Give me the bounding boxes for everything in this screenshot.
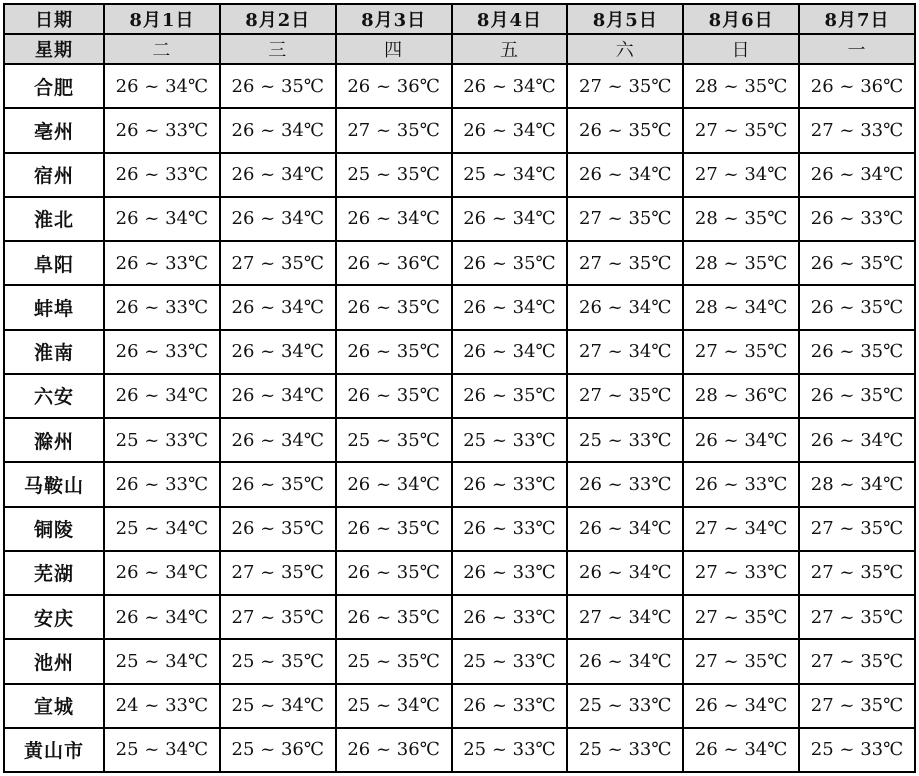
temperature-cell: 25 ~ 33℃ xyxy=(799,728,915,772)
temperature-cell: 27 ~ 35℃ xyxy=(799,507,915,551)
temperature-cell: 25 ~ 35℃ xyxy=(336,153,452,197)
date-cell: 8月3日 xyxy=(336,4,452,34)
temperature-cell: 25 ~ 34℃ xyxy=(452,153,568,197)
temperature-cell: 25 ~ 34℃ xyxy=(220,684,336,728)
temperature-cell: 26 ~ 34℃ xyxy=(336,197,452,241)
temperature-cell: 27 ~ 33℃ xyxy=(799,108,915,152)
temperature-cell: 25 ~ 34℃ xyxy=(104,639,220,683)
temperature-cell: 26 ~ 34℃ xyxy=(567,507,683,551)
temperature-cell: 28 ~ 36℃ xyxy=(683,374,799,418)
temperature-cell: 26 ~ 34℃ xyxy=(683,728,799,772)
temperature-cell: 26 ~ 34℃ xyxy=(220,374,336,418)
temperature-cell: 26 ~ 33℃ xyxy=(452,684,568,728)
temperature-cell: 25 ~ 33℃ xyxy=(104,418,220,462)
temperature-cell: 26 ~ 33℃ xyxy=(683,462,799,506)
city-name-cell: 宿州 xyxy=(4,153,104,197)
city-name-cell: 蚌埠 xyxy=(4,285,104,329)
temperature-cell: 26 ~ 33℃ xyxy=(104,330,220,374)
temperature-cell: 28 ~ 34℃ xyxy=(799,462,915,506)
city-name-cell: 滁州 xyxy=(4,418,104,462)
temperature-cell: 26 ~ 35℃ xyxy=(567,108,683,152)
temperature-cell: 26 ~ 36℃ xyxy=(336,64,452,108)
date-cell: 8月4日 xyxy=(452,4,568,34)
city-name-cell: 亳州 xyxy=(4,108,104,152)
weekday-header-row xyxy=(4,34,915,64)
temperature-cell: 27 ~ 35℃ xyxy=(220,241,336,285)
temperature-cell: 26 ~ 33℃ xyxy=(452,507,568,551)
date-cell: 8月1日 xyxy=(104,4,220,34)
temperature-cell: 26 ~ 35℃ xyxy=(799,374,915,418)
temperature-cell: 26 ~ 34℃ xyxy=(567,153,683,197)
temperature-cell: 26 ~ 34℃ xyxy=(799,153,915,197)
temperature-cell: 25 ~ 36℃ xyxy=(220,728,336,772)
temperature-cell: 26 ~ 33℃ xyxy=(799,197,915,241)
weekday-cell: 六 xyxy=(567,34,683,64)
temperature-cell: 26 ~ 36℃ xyxy=(799,64,915,108)
temperature-cell: 27 ~ 35℃ xyxy=(683,108,799,152)
temperature-cell: 27 ~ 35℃ xyxy=(220,595,336,639)
weekday-cell: 五 xyxy=(452,34,568,64)
temperature-cell: 25 ~ 33℃ xyxy=(567,728,683,772)
temperature-cell: 27 ~ 34℃ xyxy=(683,507,799,551)
temperature-cell: 27 ~ 34℃ xyxy=(567,330,683,374)
temperature-cell: 26 ~ 34℃ xyxy=(683,418,799,462)
temperature-cell: 26 ~ 33℃ xyxy=(452,595,568,639)
temperature-cell: 26 ~ 35℃ xyxy=(336,330,452,374)
temperature-cell: 27 ~ 35℃ xyxy=(799,551,915,595)
temperature-cell: 27 ~ 33℃ xyxy=(683,551,799,595)
temperature-cell: 26 ~ 33℃ xyxy=(104,285,220,329)
city-name-cell: 宣城 xyxy=(4,684,104,728)
temperature-cell: 26 ~ 34℃ xyxy=(336,462,452,506)
temperature-cell: 24 ~ 33℃ xyxy=(104,684,220,728)
temperature-cell: 26 ~ 36℃ xyxy=(336,241,452,285)
temperature-cell: 26 ~ 35℃ xyxy=(799,241,915,285)
temperature-cell: 26 ~ 34℃ xyxy=(452,108,568,152)
temperature-cell: 26 ~ 36℃ xyxy=(336,728,452,772)
weekday-label-cell: 星期 xyxy=(4,34,104,64)
temperature-cell: 27 ~ 35℃ xyxy=(799,639,915,683)
temperature-cell: 26 ~ 34℃ xyxy=(220,153,336,197)
temperature-cell: 27 ~ 35℃ xyxy=(567,64,683,108)
date-header-row xyxy=(4,4,915,34)
table-row xyxy=(4,418,915,462)
weekday-cell: 三 xyxy=(220,34,336,64)
temperature-cell: 25 ~ 33℃ xyxy=(567,418,683,462)
temperature-cell: 28 ~ 34℃ xyxy=(683,285,799,329)
temperature-cell: 26 ~ 35℃ xyxy=(220,507,336,551)
temperature-cell: 28 ~ 35℃ xyxy=(683,197,799,241)
temperature-cell: 26 ~ 35℃ xyxy=(336,595,452,639)
table-row xyxy=(4,551,915,595)
table-row xyxy=(4,639,915,683)
temperature-cell: 26 ~ 35℃ xyxy=(452,374,568,418)
forecast-table xyxy=(3,3,916,773)
temperature-cell: 27 ~ 35℃ xyxy=(567,374,683,418)
forecast-body xyxy=(4,64,915,772)
temperature-cell: 27 ~ 35℃ xyxy=(683,595,799,639)
temperature-cell: 26 ~ 34℃ xyxy=(220,285,336,329)
table-row xyxy=(4,374,915,418)
temperature-cell: 26 ~ 34℃ xyxy=(799,418,915,462)
temperature-cell: 25 ~ 34℃ xyxy=(104,507,220,551)
weekday-cell: 二 xyxy=(104,34,220,64)
table-row xyxy=(4,728,915,772)
temperature-cell: 26 ~ 35℃ xyxy=(336,551,452,595)
temperature-cell: 26 ~ 35℃ xyxy=(336,374,452,418)
weekday-cell: 四 xyxy=(336,34,452,64)
temperature-cell: 26 ~ 33℃ xyxy=(452,462,568,506)
temperature-cell: 27 ~ 35℃ xyxy=(799,595,915,639)
city-name-cell: 安庆 xyxy=(4,595,104,639)
temperature-cell: 26 ~ 34℃ xyxy=(220,330,336,374)
temperature-cell: 26 ~ 33℃ xyxy=(104,108,220,152)
temperature-cell: 26 ~ 34℃ xyxy=(220,108,336,152)
temperature-cell: 26 ~ 35℃ xyxy=(799,285,915,329)
temperature-cell: 26 ~ 34℃ xyxy=(452,330,568,374)
temperature-cell: 28 ~ 35℃ xyxy=(683,241,799,285)
table-row xyxy=(4,241,915,285)
temperature-cell: 26 ~ 34℃ xyxy=(104,551,220,595)
temperature-cell: 26 ~ 33℃ xyxy=(452,551,568,595)
city-name-cell: 合肥 xyxy=(4,64,104,108)
temperature-cell: 26 ~ 34℃ xyxy=(683,684,799,728)
date-cell: 8月6日 xyxy=(683,4,799,34)
temperature-cell: 26 ~ 33℃ xyxy=(104,153,220,197)
city-name-cell: 马鞍山 xyxy=(4,462,104,506)
table-row xyxy=(4,507,915,551)
temperature-cell: 26 ~ 34℃ xyxy=(104,64,220,108)
temperature-cell: 26 ~ 34℃ xyxy=(220,197,336,241)
temperature-cell: 27 ~ 35℃ xyxy=(567,197,683,241)
temperature-cell: 27 ~ 35℃ xyxy=(799,684,915,728)
temperature-cell: 26 ~ 35℃ xyxy=(220,462,336,506)
temperature-cell: 25 ~ 33℃ xyxy=(452,728,568,772)
temperature-cell: 26 ~ 35℃ xyxy=(452,241,568,285)
temperature-cell: 27 ~ 35℃ xyxy=(567,241,683,285)
temperature-cell: 25 ~ 33℃ xyxy=(452,418,568,462)
temperature-cell: 26 ~ 35℃ xyxy=(336,285,452,329)
temperature-cell: 26 ~ 34℃ xyxy=(452,197,568,241)
city-name-cell: 黄山市 xyxy=(4,728,104,772)
temperature-cell: 27 ~ 35℃ xyxy=(336,108,452,152)
table-row xyxy=(4,197,915,241)
temperature-cell: 27 ~ 34℃ xyxy=(683,153,799,197)
city-name-cell: 铜陵 xyxy=(4,507,104,551)
temperature-cell: 26 ~ 34℃ xyxy=(104,374,220,418)
temperature-cell: 25 ~ 35℃ xyxy=(336,639,452,683)
temperature-cell: 25 ~ 33℃ xyxy=(452,639,568,683)
temperature-cell: 26 ~ 34℃ xyxy=(220,418,336,462)
table-row xyxy=(4,330,915,374)
temperature-cell: 27 ~ 35℃ xyxy=(683,330,799,374)
temperature-cell: 26 ~ 34℃ xyxy=(567,285,683,329)
temperature-cell: 26 ~ 35℃ xyxy=(336,507,452,551)
date-cell: 8月2日 xyxy=(220,4,336,34)
temperature-cell: 26 ~ 34℃ xyxy=(452,285,568,329)
city-name-cell: 芜湖 xyxy=(4,551,104,595)
weekday-cell: 日 xyxy=(683,34,799,64)
temperature-cell: 25 ~ 35℃ xyxy=(220,639,336,683)
date-label-cell: 日期 xyxy=(4,4,104,34)
city-name-cell: 淮北 xyxy=(4,197,104,241)
temperature-cell: 26 ~ 34℃ xyxy=(452,64,568,108)
temperature-cell: 25 ~ 35℃ xyxy=(336,418,452,462)
temperature-cell: 27 ~ 34℃ xyxy=(567,595,683,639)
table-row xyxy=(4,462,915,506)
temperature-cell: 26 ~ 35℃ xyxy=(799,330,915,374)
temperature-cell: 26 ~ 34℃ xyxy=(567,551,683,595)
table-row xyxy=(4,595,915,639)
table-row xyxy=(4,285,915,329)
temperature-cell: 27 ~ 35℃ xyxy=(683,639,799,683)
temperature-cell: 25 ~ 34℃ xyxy=(104,728,220,772)
temperature-cell: 26 ~ 34℃ xyxy=(567,639,683,683)
temperature-cell: 25 ~ 34℃ xyxy=(336,684,452,728)
city-name-cell: 池州 xyxy=(4,639,104,683)
weekday-cell: 一 xyxy=(799,34,915,64)
table-row xyxy=(4,153,915,197)
temperature-cell: 25 ~ 33℃ xyxy=(567,684,683,728)
temperature-cell: 26 ~ 33℃ xyxy=(567,462,683,506)
temperature-cell: 26 ~ 34℃ xyxy=(104,595,220,639)
date-cell: 8月7日 xyxy=(799,4,915,34)
table-row xyxy=(4,108,915,152)
temperature-cell: 26 ~ 33℃ xyxy=(104,462,220,506)
temperature-cell: 26 ~ 34℃ xyxy=(104,197,220,241)
city-name-cell: 淮南 xyxy=(4,330,104,374)
temperature-cell: 26 ~ 33℃ xyxy=(104,241,220,285)
city-name-cell: 六安 xyxy=(4,374,104,418)
date-cell: 8月5日 xyxy=(567,4,683,34)
table-row xyxy=(4,684,915,728)
temperature-cell: 26 ~ 35℃ xyxy=(220,64,336,108)
temperature-cell: 28 ~ 35℃ xyxy=(683,64,799,108)
table-row xyxy=(4,64,915,108)
temperature-cell: 27 ~ 35℃ xyxy=(220,551,336,595)
city-name-cell: 阜阳 xyxy=(4,241,104,285)
